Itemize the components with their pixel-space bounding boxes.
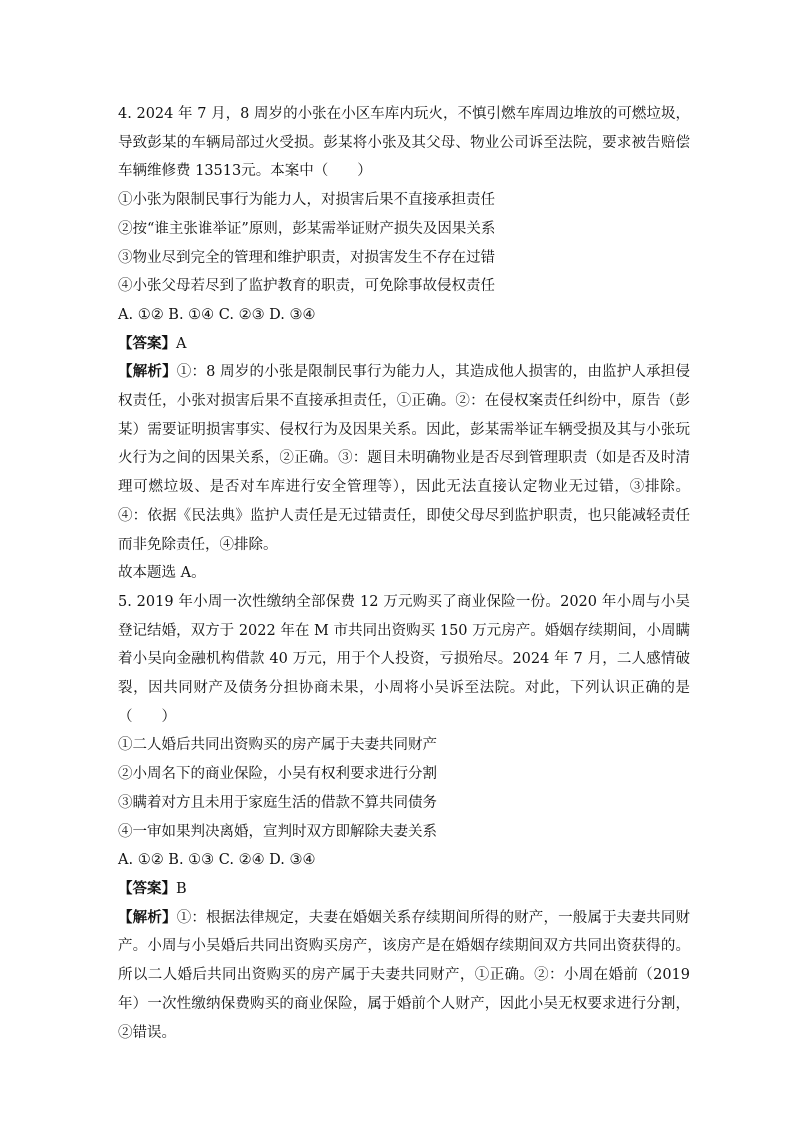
question-5 xyxy=(118,588,690,1047)
question-5-option-2: ②小周名下的商业保险，小吴有权利要求进行分割 xyxy=(118,766,437,783)
analysis-label: 【解析】 xyxy=(118,908,177,926)
question-5-analysis xyxy=(118,904,690,1048)
document-content xyxy=(118,100,690,1047)
question-4-option-2: ②按“谁主张谁举证”原则，彭某需举证财产损失及因果关系 xyxy=(118,220,496,237)
answer-value: A xyxy=(176,335,187,352)
analysis-text: ①：8 周岁的小张是限制民事行为能力人，其造成他人损害的，由监护人承担侵权责任，小张对损害后果不直接承担责任，①正确。②：在侵权案责任纠纷中，原告（彭某）需要证明损害事实、侵权行为及因果关系。因此，彭某需举证车辆受损及其与小张玩火行为之间的因果关系，②正确。③：题目未明确物业是否尽到管理职责（如是否及时清理可燃垃圾、是否对车库进行安全管理等），因此无法直接认定物业无过错，③排除。④：依据《民法典》监护人责任是无过错责任，即使父母尽到监护职责，也只能减轻责任而非免除责任，④排除。 xyxy=(118,364,690,553)
question-5-option-3: ③瞒着对方且未用于家庭生活的借款不算共同债务 xyxy=(118,794,437,811)
question-4-stem: 4. 2024 年 7 月，8 周岁的小张在小区车库内玩火，不慎引燃车库周边堆放的可燃垃圾，导致彭某的车辆局部过火受损。彭某将小张及其父母、物业公司诉至法院，要求被告赔偿车辆维修费 13513元。本案中（ ） xyxy=(118,106,690,180)
answer-value: B xyxy=(176,880,187,897)
question-4-analysis xyxy=(118,358,690,559)
question-4-option-1: ①小张为限制民事行为能力人，对损害后果不直接承担责任 xyxy=(118,192,495,209)
question-4-option-3: ③物业尽到完全的管理和维护职责，对损害发生不存在过错 xyxy=(118,249,495,266)
answer-label: 【答案】 xyxy=(118,334,176,352)
question-5-stem: 5. 2019 年小周一次性缴纳全部保费 12 万元购买了商业保险一份。2020 年小周与小吴登记结婚，双方于 2022 年在 M 市共同出资购买 150 万元房产。婚姻存续期间，小周瞒着小吴向金融机构借款 40 万元，用于个人投资，亏损殆尽。2024 年 7 月，二人感情破裂，因共同财产及债务分担协商未果，小周将小吴诉至法院。对此，下列认识正确的是（ ） xyxy=(118,593,690,725)
question-5-answer xyxy=(118,875,690,904)
question-4-answer xyxy=(118,330,690,359)
analysis-label: 【解析】 xyxy=(118,363,177,381)
answer-label: 【答案】 xyxy=(118,879,176,897)
question-4-conclusion: 故本题选 A。 xyxy=(118,565,206,582)
analysis-text: ①：根据法律规定，夫妻在婚姻关系存续期间所得的财产，一般属于夫妻共同财产。小周与小吴婚后共同出资购买房产，该房产是在婚姻存续期间双方共同出资获得的。所以二人婚后共同出资购买的房产属于夫妻共同财产，①正确。②：小周在婚前（2019 年）一次性缴纳保费购买的商业保险，属于婚前个人财产，因此小吴无权要求进行分割，②错误。 xyxy=(118,909,691,1041)
question-4-choices: A. ①② B. ①④ C. ②③ D. ③④ xyxy=(118,306,316,323)
question-5-choices: A. ①② B. ①③ C. ②④ D. ③④ xyxy=(118,852,316,869)
question-4-option-4: ④小张父母若尽到了监护教育的职责，可免除事故侵权责任 xyxy=(118,278,495,295)
question-4 xyxy=(118,100,690,588)
question-5-option-4: ④一审如果判决离婚，宣判时双方即解除夫妻关系 xyxy=(118,823,437,840)
question-5-option-1: ①二人婚后共同出资购买的房产属于夫妻共同财产 xyxy=(118,737,437,754)
